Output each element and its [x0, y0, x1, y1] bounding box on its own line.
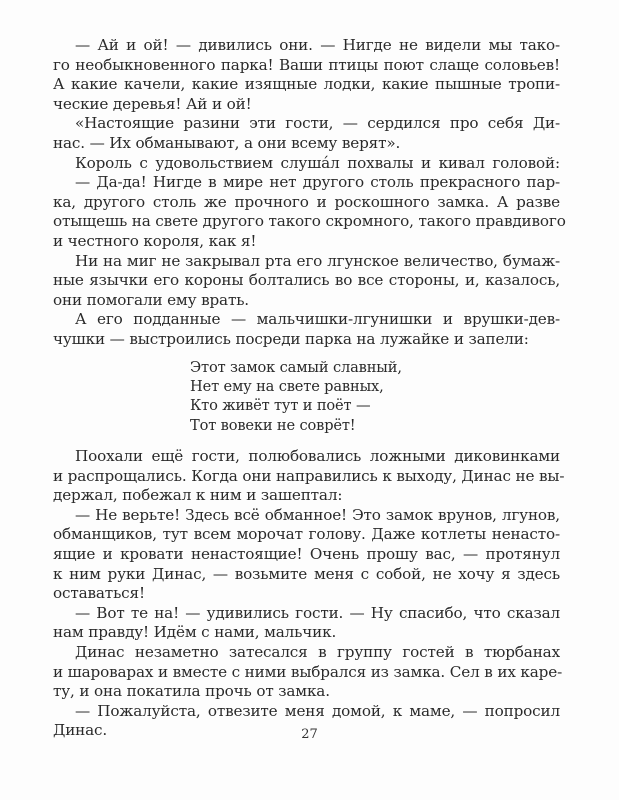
text-line: — Не верьте! Здесь всё обманное! Это замок врунов, лгунов, — [75, 505, 560, 524]
poem-line: Тот вовеки не соврёт! — [190, 416, 356, 434]
text-line: «Настоящие разини эти гости, — сердился про себя Ди- — [75, 114, 560, 133]
text-line: к ним руки Динас, — возьмите меня с собой, не хочу я здесь — [53, 564, 560, 583]
paragraph-8 — [53, 506, 560, 604]
body-text — [53, 36, 566, 741]
text-line: — Вот те на! — удивились гости. — Ну спасибо, что сказал — [75, 603, 560, 622]
text-line: Динас. — [53, 721, 108, 740]
paragraph-5 — [53, 252, 560, 311]
text-line: Динас незаметно затесался в группу гостей в тюрбанах — [75, 643, 560, 661]
text-line: ные язычки его короны болтались во все стороны, и, казалось, — [53, 271, 560, 290]
text-line: А его подданные — мальчишки-лгунишки и врушки-дев- — [75, 310, 560, 329]
poem — [53, 358, 560, 436]
text-line: — Пожалуйста, отвезите меня домой, к маме, — попросил — [75, 701, 560, 720]
poem-line: Кто живёт тут и поёт — — [190, 397, 371, 415]
text-line: чушки — выстроились посреди парка на лужайке и запели: — [53, 329, 529, 348]
text-line: нас. — Их обманывают, а они всему верят». — [53, 133, 401, 152]
text-line: обманщиков, тут всем морочат голову. Даже котлеты ненасто- — [53, 525, 560, 544]
text-line: — Да-да! Нигде в мире нет другого столь прекрасного пар- — [75, 173, 560, 192]
paragraph-4 — [53, 173, 566, 251]
page-number: 27 — [301, 727, 318, 742]
text-line: ящие и кровати ненастоящие! Очень прошу вас, — протянул — [53, 545, 560, 564]
text-line: ту, и она покатила прочь от замка. — [53, 682, 330, 701]
paragraph-10 — [53, 643, 563, 702]
paragraph-3 — [53, 154, 560, 174]
paragraph-7 — [53, 447, 565, 506]
text-line: и честного короля, как я! — [53, 231, 257, 250]
poem-line: Этот замок самый славный, — [190, 358, 402, 376]
text-line: и распрощались. Когда они направились к выходу, Динас не вы- — [53, 466, 565, 485]
text-line: Король с удовольствием слушáл похвалы и кивал головой: — [75, 153, 560, 172]
text-line: ка, другого столь же прочного и роскошного замка. А разве — [53, 192, 560, 211]
text-line: ческие деревья! Ай и ой! — [53, 94, 252, 113]
text-line: они помогали ему врать. — [53, 290, 249, 309]
paragraph-2 — [53, 114, 560, 153]
text-line: Ни на миг не закрывал рта его лгунское величество, бумаж- — [75, 251, 560, 270]
text-line: — Ай и ой! — дивились они. — Нигде не видели мы тако- — [75, 36, 560, 54]
text-line: Поохали ещё гости, полюбовались ложными диковинками — [75, 447, 560, 466]
poem-line: Нет ему на свете равных, — [190, 377, 384, 395]
text-line: А какие качели, какие изящные лодки, какие пышные тропи- — [53, 75, 560, 94]
text-line: го необыкновенного парка! Ваши птицы поют слаще соловьев! — [53, 55, 560, 74]
text-line: и шароварах и вместе с ними выбрался из замка. Сел в их каре- — [53, 662, 563, 681]
text-line: оставаться! — [53, 584, 145, 603]
text-line: отыщешь на свете другого такого скромного, такого правдивого — [53, 212, 566, 231]
paragraph-9 — [53, 604, 560, 643]
text-line: нам правду! Идём с нами, мальчик. — [53, 623, 337, 642]
text-line: держал, побежал к ним и зашептал: — [53, 486, 343, 505]
paragraph-6 — [53, 310, 560, 349]
paragraph-1 — [53, 36, 560, 114]
